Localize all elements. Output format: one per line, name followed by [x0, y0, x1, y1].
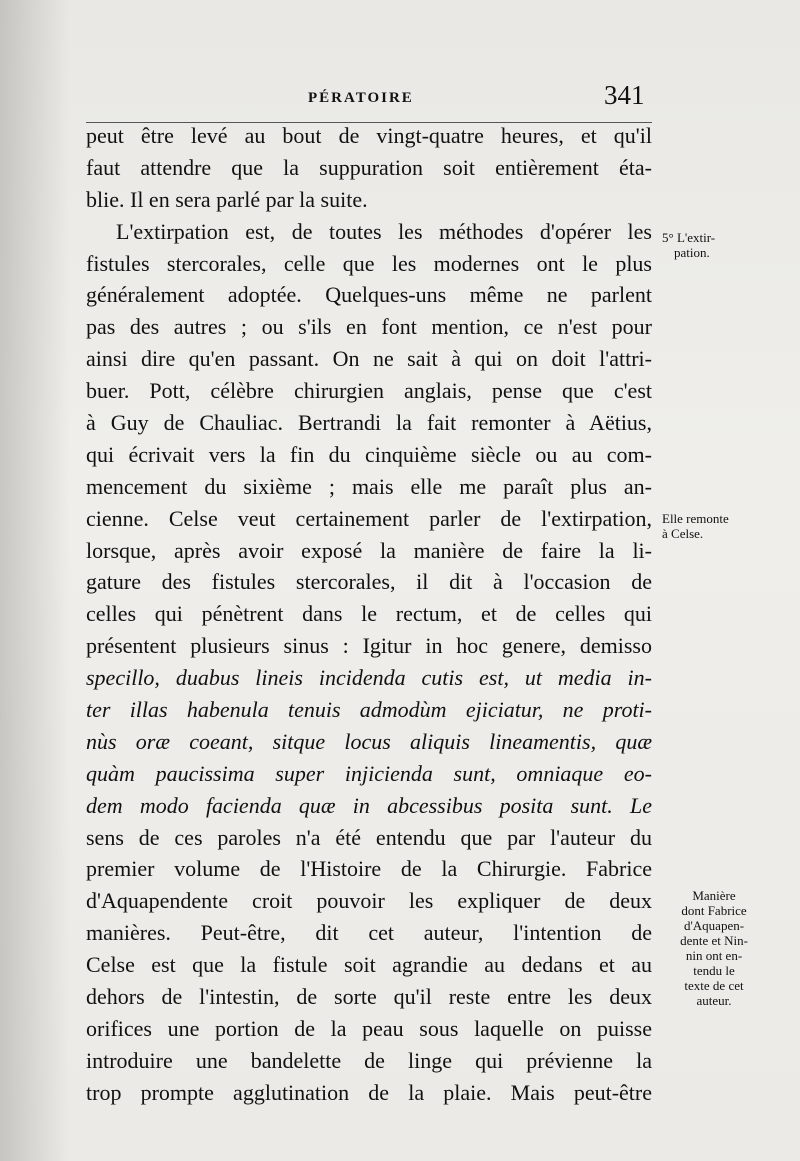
text-line: L'extirpation est, de toutes les méthodes d'opérer les [116, 218, 652, 244]
text-line: dem modo facienda quæ in abcessibus posita sunt. Le [86, 792, 652, 818]
text-line: buer. Pott, célèbre chirurgien anglais, pense que c'est [86, 378, 652, 404]
text-line: sens de ces paroles n'a été entendu que par l'auteur du [86, 824, 652, 850]
margin-note-fabrice [660, 888, 768, 1008]
margin-note-line: dont Fabrice [681, 903, 747, 918]
margin-note-line: nin ont en- [685, 948, 743, 963]
text-line: quàm paucissima super injicienda sunt, omniaque eo- [86, 760, 652, 786]
margin-note-line: auteur. [696, 993, 732, 1008]
text-line: ainsi dire qu'en passant. On ne sait à qui on doit l'attri- [86, 346, 652, 372]
margin-note-celse [662, 511, 782, 541]
text-line: introduire une bandelette de linge qui prévienne la [86, 1047, 652, 1073]
text-line: lorsque, après avoir exposé la manière de faire la li- [86, 537, 652, 563]
page-gutter-shadow [0, 0, 70, 1161]
text-line: fistules stercorales, celle que les modernes ont le plus [86, 250, 652, 276]
text-line: pas des autres ; ou s'ils en font mention, ce n'est pour [86, 314, 652, 340]
text-line: blie. Il en sera parlé par la suite. [86, 186, 368, 212]
margin-note-line: Manière [692, 888, 736, 903]
text-line: cienne. Celse veut certainement parler de l'extirpation, [86, 505, 652, 531]
text-line: orifices une portion de la peau sous laquelle on puisse [86, 1015, 652, 1041]
text-line: trop prompte agglutination de la plaie. Mais peut-être [86, 1079, 652, 1105]
page-number: 341 [604, 80, 645, 110]
body-text [86, 120, 652, 1109]
text-line: faut attendre que la suppuration soit entièrement éta- [86, 154, 652, 180]
text-line: celles qui pénètrent dans le rectum, et de celles qui [86, 601, 652, 627]
margin-note-line: Elle remonte [662, 511, 729, 526]
text-line: généralement adoptée. Quelques-uns même ne parlent [86, 282, 652, 308]
page-header [0, 80, 800, 124]
margin-note-line: d'Aquapen- [683, 918, 745, 933]
margin-note-line: à Celse. [662, 526, 704, 541]
text-line: peut être levé au bout de vingt-quatre heures, et qu'il [86, 123, 652, 148]
text-line: manières. Peut-être, dit cet auteur, l'intention de [86, 920, 652, 946]
margin-note-extirpation [662, 230, 780, 260]
text-line: gature des fistules stercorales, il dit à l'occasion de [86, 569, 652, 595]
text-line: à Guy de Chauliac. Bertrandi la fait remonter à Aëtius, [86, 410, 652, 436]
text-line: Celse est que la fistule soit agrandie au dedans et au [86, 952, 652, 978]
text-line: nùs oræ coeant, sitque locus aliquis lineamentis, quæ [86, 728, 652, 754]
margin-note-line: tendu le [693, 963, 735, 978]
text-line: premier volume de l'Histoire de la Chirurgie. Fabrice [86, 856, 652, 882]
text-line: mencement du sixième ; mais elle me paraît plus an- [86, 473, 652, 499]
running-head: PÉRATOIRE [308, 90, 414, 106]
margin-note-line: 5° L'extir- [662, 230, 716, 245]
text-line: présentent plusieurs sinus : Igitur in hoc genere, demisso [86, 633, 652, 659]
text-line: specillo, duabus lineis incidenda cutis est, ut media in- [86, 665, 652, 691]
text-line: qui écrivait vers la fin du cinquième siècle ou au com- [86, 441, 652, 467]
text-line: dehors de l'intestin, de sorte qu'il reste entre les deux [86, 984, 652, 1010]
margin-note-line: dente et Nin- [680, 933, 748, 948]
text-line: d'Aquapendente croit pouvoir les expliquer de deux [86, 888, 652, 914]
margin-note-line: pation. [674, 245, 710, 260]
text-line: ter illas habenula tenuis admodùm ejiciatur, ne proti- [86, 697, 652, 723]
margin-note-line: texte de cet [684, 978, 744, 993]
